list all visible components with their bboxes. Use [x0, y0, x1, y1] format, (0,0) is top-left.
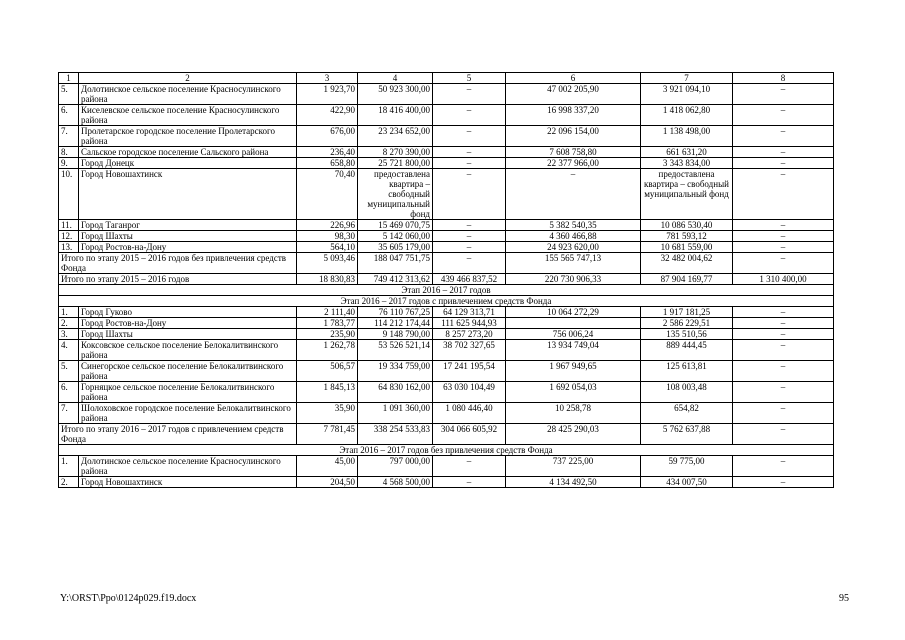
table-cell: – — [733, 220, 834, 231]
table-cell: 756 006,24 — [506, 329, 641, 340]
table-cell: предоставлена квартира – свободный муниципальный фонд — [358, 169, 433, 220]
table-cell: – — [733, 307, 834, 318]
table-cell: – — [733, 329, 834, 340]
table-cell: 10 258,78 — [506, 403, 641, 424]
table-cell: – — [433, 477, 506, 488]
section-heading-row — [59, 285, 834, 296]
row-name: Синегорское сельское поселение Белокалитвинского района — [79, 361, 297, 382]
table-row — [59, 84, 834, 105]
table-cell: – — [433, 169, 506, 220]
table-cell: 25 721 800,00 — [358, 158, 433, 169]
table-cell: 2 111,40 — [297, 307, 358, 318]
table-cell: 1 923,70 — [297, 84, 358, 105]
table-cell: 7 608 758,80 — [506, 147, 641, 158]
table-row — [59, 361, 834, 382]
table-cell: 204,50 — [297, 477, 358, 488]
table-cell: – — [733, 361, 834, 382]
table-cell: – — [733, 424, 834, 445]
table-cell: 64 830 162,00 — [358, 382, 433, 403]
column-number: 5 — [433, 73, 506, 84]
table-cell: 70,40 — [297, 169, 358, 220]
table-cell: 50 923 300,00 — [358, 84, 433, 105]
table-cell: 22 096 154,00 — [506, 126, 641, 147]
section-heading-row — [59, 445, 834, 456]
table-cell: 10 086 530,40 — [641, 220, 733, 231]
column-number: 7 — [641, 73, 733, 84]
table-cell: – — [733, 242, 834, 253]
table-cell: 10 681 559,00 — [641, 242, 733, 253]
table-cell: 23 234 652,00 — [358, 126, 433, 147]
table-cell: 781 593,12 — [641, 231, 733, 242]
table-cell: 11. — [59, 220, 79, 231]
row-name: Сальское городское поселение Сальского района — [79, 147, 297, 158]
column-number: 4 — [358, 73, 433, 84]
table-cell: 5. — [59, 361, 79, 382]
table-cell: – — [733, 126, 834, 147]
table-row — [59, 220, 834, 231]
table-cell: 8 270 390,00 — [358, 147, 433, 158]
table-cell: 1 917 181,25 — [641, 307, 733, 318]
table-cell: 338 254 533,83 — [358, 424, 433, 445]
table-cell: – — [733, 253, 834, 274]
table-cell: 226,96 — [297, 220, 358, 231]
table-cell: 676,00 — [297, 126, 358, 147]
table-cell: 1 967 949,65 — [506, 361, 641, 382]
table-cell: 422,90 — [297, 105, 358, 126]
table-cell: 6. — [59, 382, 79, 403]
table-cell: 2. — [59, 477, 79, 488]
table-cell: – — [733, 105, 834, 126]
table-cell: – — [506, 169, 641, 220]
column-number: 1 — [59, 73, 79, 84]
table-cell: 506,57 — [297, 361, 358, 382]
table-cell: 59 775,00 — [641, 456, 733, 477]
total-label: Итого по этапу 2015 – 2016 годов без привлечения средств Фонда — [59, 253, 297, 274]
table-cell: 47 002 205,90 — [506, 84, 641, 105]
table-cell: 439 466 837,52 — [433, 274, 506, 285]
table-cell: 1 080 446,40 — [433, 403, 506, 424]
table-cell: 10 064 272,29 — [506, 307, 641, 318]
row-name: Пролетарское городское поселение Пролетарского района — [79, 126, 297, 147]
section-heading: Этап 2016 – 2017 годов без привлечения средств Фонда — [59, 445, 834, 456]
table-cell: 125 613,81 — [641, 361, 733, 382]
table-cell: – — [433, 84, 506, 105]
table-cell: 889 444,45 — [641, 340, 733, 361]
table-cell: 13. — [59, 242, 79, 253]
table-cell: 1 091 360,00 — [358, 403, 433, 424]
section-heading-row — [59, 296, 834, 307]
table-cell: 797 000,00 — [358, 456, 433, 477]
row-name: Горняцкое сельское поселение Белокалитвинского района — [79, 382, 297, 403]
table-cell: 3 343 834,00 — [641, 158, 733, 169]
row-name: Город Гуково — [79, 307, 297, 318]
table-row — [59, 231, 834, 242]
table-cell: 658,80 — [297, 158, 358, 169]
table-row — [59, 158, 834, 169]
table-row — [59, 242, 834, 253]
table-cell: 98,30 — [297, 231, 358, 242]
table-cell: – — [733, 456, 834, 477]
table-cell: 1 310 400,00 — [733, 274, 834, 285]
table-cell: 18 416 400,00 — [358, 105, 433, 126]
table-cell: – — [433, 126, 506, 147]
column-number: 6 — [506, 73, 641, 84]
total-row — [59, 424, 834, 445]
table-cell: 2. — [59, 318, 79, 329]
table-cell: 45,00 — [297, 456, 358, 477]
table-cell: 135 510,56 — [641, 329, 733, 340]
column-number: 2 — [79, 73, 297, 84]
total-row — [59, 274, 834, 285]
table-cell: – — [733, 158, 834, 169]
table-cell: – — [433, 158, 506, 169]
table-cell: 1 418 062,80 — [641, 105, 733, 126]
table-cell: – — [433, 242, 506, 253]
table-cell: – — [433, 220, 506, 231]
table-cell: 32 482 004,62 — [641, 253, 733, 274]
table-cell: 304 066 605,92 — [433, 424, 506, 445]
table-cell: 9. — [59, 158, 79, 169]
table-cell: – — [433, 231, 506, 242]
table-cell: 5 762 637,88 — [641, 424, 733, 445]
table-cell: 38 702 327,65 — [433, 340, 506, 361]
row-name: Город Донецк — [79, 158, 297, 169]
table-cell: 2 586 229,51 — [641, 318, 733, 329]
table-cell: 4 134 492,50 — [506, 477, 641, 488]
table-cell: 22 377 966,00 — [506, 158, 641, 169]
section-heading: Этап 2016 – 2017 годов с привлечением средств Фонда — [59, 296, 834, 307]
total-label: Итого по этапу 2015 – 2016 годов — [59, 274, 297, 285]
row-name: Киселевское сельское поселение Красносулинского района — [79, 105, 297, 126]
table-row — [59, 382, 834, 403]
table-cell: 235,90 — [297, 329, 358, 340]
row-name: Долотинское сельское поселение Красносулинского района — [79, 84, 297, 105]
table-cell: 434 007,50 — [641, 477, 733, 488]
footer-file-path: Y:\ORST\Ppo\0124p029.f19.docx — [60, 593, 197, 604]
table-cell: 111 625 944,93 — [433, 318, 506, 329]
table-cell: – — [733, 318, 834, 329]
table-cell: 4 360 466,88 — [506, 231, 641, 242]
table-cell: 35 605 179,00 — [358, 242, 433, 253]
table-cell: 108 003,48 — [641, 382, 733, 403]
table-cell: 7 781,45 — [297, 424, 358, 445]
section-heading: Этап 2016 – 2017 годов — [59, 285, 834, 296]
table-cell: 76 110 767,25 — [358, 307, 433, 318]
table-cell: – — [733, 147, 834, 158]
total-label: Итого по этапу 2016 – 2017 годов с привлечением средств Фонда — [59, 424, 297, 445]
row-name: Город Шахты — [79, 329, 297, 340]
column-number: 3 — [297, 73, 358, 84]
table-cell: 7. — [59, 126, 79, 147]
table-cell: – — [433, 253, 506, 274]
table-cell: 661 631,20 — [641, 147, 733, 158]
table-cell: 155 565 747,13 — [506, 253, 641, 274]
table-cell: 737 225,00 — [506, 456, 641, 477]
table-cell: 5 093,46 — [297, 253, 358, 274]
table-cell: – — [733, 340, 834, 361]
row-name: Шолоховское городское поселение Белокалитвинского района — [79, 403, 297, 424]
table-cell: 18 830,83 — [297, 274, 358, 285]
column-number: 8 — [733, 73, 834, 84]
table-cell: 1 845,13 — [297, 382, 358, 403]
row-name: Город Новошахтинск — [79, 169, 297, 220]
table-row — [59, 403, 834, 424]
table-cell: 1. — [59, 456, 79, 477]
table-cell: 5. — [59, 84, 79, 105]
row-name: Коксовское сельское поселение Белокалитвинского района — [79, 340, 297, 361]
table-cell: 236,40 — [297, 147, 358, 158]
table-cell: 3. — [59, 329, 79, 340]
table-cell: 19 334 759,00 — [358, 361, 433, 382]
table-cell: 5 382 540,35 — [506, 220, 641, 231]
table-cell: 564,10 — [297, 242, 358, 253]
table-cell: 10. — [59, 169, 79, 220]
table-cell: 28 425 290,03 — [506, 424, 641, 445]
table-cell: – — [433, 456, 506, 477]
table-cell: – — [733, 84, 834, 105]
table-cell: 9 148 790,00 — [358, 329, 433, 340]
table-cell: 64 129 313,71 — [433, 307, 506, 318]
table-cell: – — [433, 147, 506, 158]
header-row — [59, 73, 834, 84]
table-row — [59, 456, 834, 477]
row-name: Город Шахты — [79, 231, 297, 242]
table-row — [59, 105, 834, 126]
table-cell — [506, 318, 641, 329]
table-cell: 8 257 273,20 — [433, 329, 506, 340]
row-name: Город Новошахтинск — [79, 477, 297, 488]
table-row — [59, 307, 834, 318]
table-row — [59, 126, 834, 147]
table-cell: 7. — [59, 403, 79, 424]
table-cell: 13 934 749,04 — [506, 340, 641, 361]
table-row — [59, 169, 834, 220]
table-cell: 35,90 — [297, 403, 358, 424]
table-body — [59, 73, 834, 488]
table-cell: 8. — [59, 147, 79, 158]
table-cell: 4. — [59, 340, 79, 361]
table-cell: 53 526 521,14 — [358, 340, 433, 361]
table-cell: 654,82 — [641, 403, 733, 424]
table-cell: 6. — [59, 105, 79, 126]
page-number: 95 — [839, 593, 849, 604]
table-cell: 87 904 169,77 — [641, 274, 733, 285]
table-cell: 1. — [59, 307, 79, 318]
table-cell: 188 047 751,75 — [358, 253, 433, 274]
table-cell: – — [733, 403, 834, 424]
table-cell: – — [733, 169, 834, 220]
row-name: Город Ростов-на-Дону — [79, 242, 297, 253]
table-cell: 17 241 195,54 — [433, 361, 506, 382]
table-cell: – — [433, 105, 506, 126]
table-row — [59, 329, 834, 340]
table-cell: 24 923 620,00 — [506, 242, 641, 253]
table-cell: 1 138 498,00 — [641, 126, 733, 147]
table-cell: 4 568 500,00 — [358, 477, 433, 488]
table-cell: 5 142 060,00 — [358, 231, 433, 242]
data-table — [58, 72, 834, 488]
row-name: Город Таганрог — [79, 220, 297, 231]
table-cell: – — [733, 477, 834, 488]
table-cell: 63 030 104,49 — [433, 382, 506, 403]
table-cell: 15 469 070,75 — [358, 220, 433, 231]
table-cell: 114 212 174,44 — [358, 318, 433, 329]
table-cell: – — [733, 382, 834, 403]
table-cell: – — [733, 231, 834, 242]
table-cell: 220 730 906,33 — [506, 274, 641, 285]
table-cell: 1 783,77 — [297, 318, 358, 329]
total-row — [59, 253, 834, 274]
row-name: Долотинское сельское поселение Красносулинского района — [79, 456, 297, 477]
table-row — [59, 340, 834, 361]
row-name: Город Ростов-на-Дону — [79, 318, 297, 329]
table-row — [59, 147, 834, 158]
table-cell: 749 412 313,62 — [358, 274, 433, 285]
table-cell: предоставлена квартира – свободный муниципальный фонд — [641, 169, 733, 220]
table-cell: 3 921 094,10 — [641, 84, 733, 105]
table-cell: 1 262,78 — [297, 340, 358, 361]
table-cell: 12. — [59, 231, 79, 242]
table-cell: 16 998 337,20 — [506, 105, 641, 126]
table-row — [59, 318, 834, 329]
table-row — [59, 477, 834, 488]
table-cell: 1 692 054,03 — [506, 382, 641, 403]
